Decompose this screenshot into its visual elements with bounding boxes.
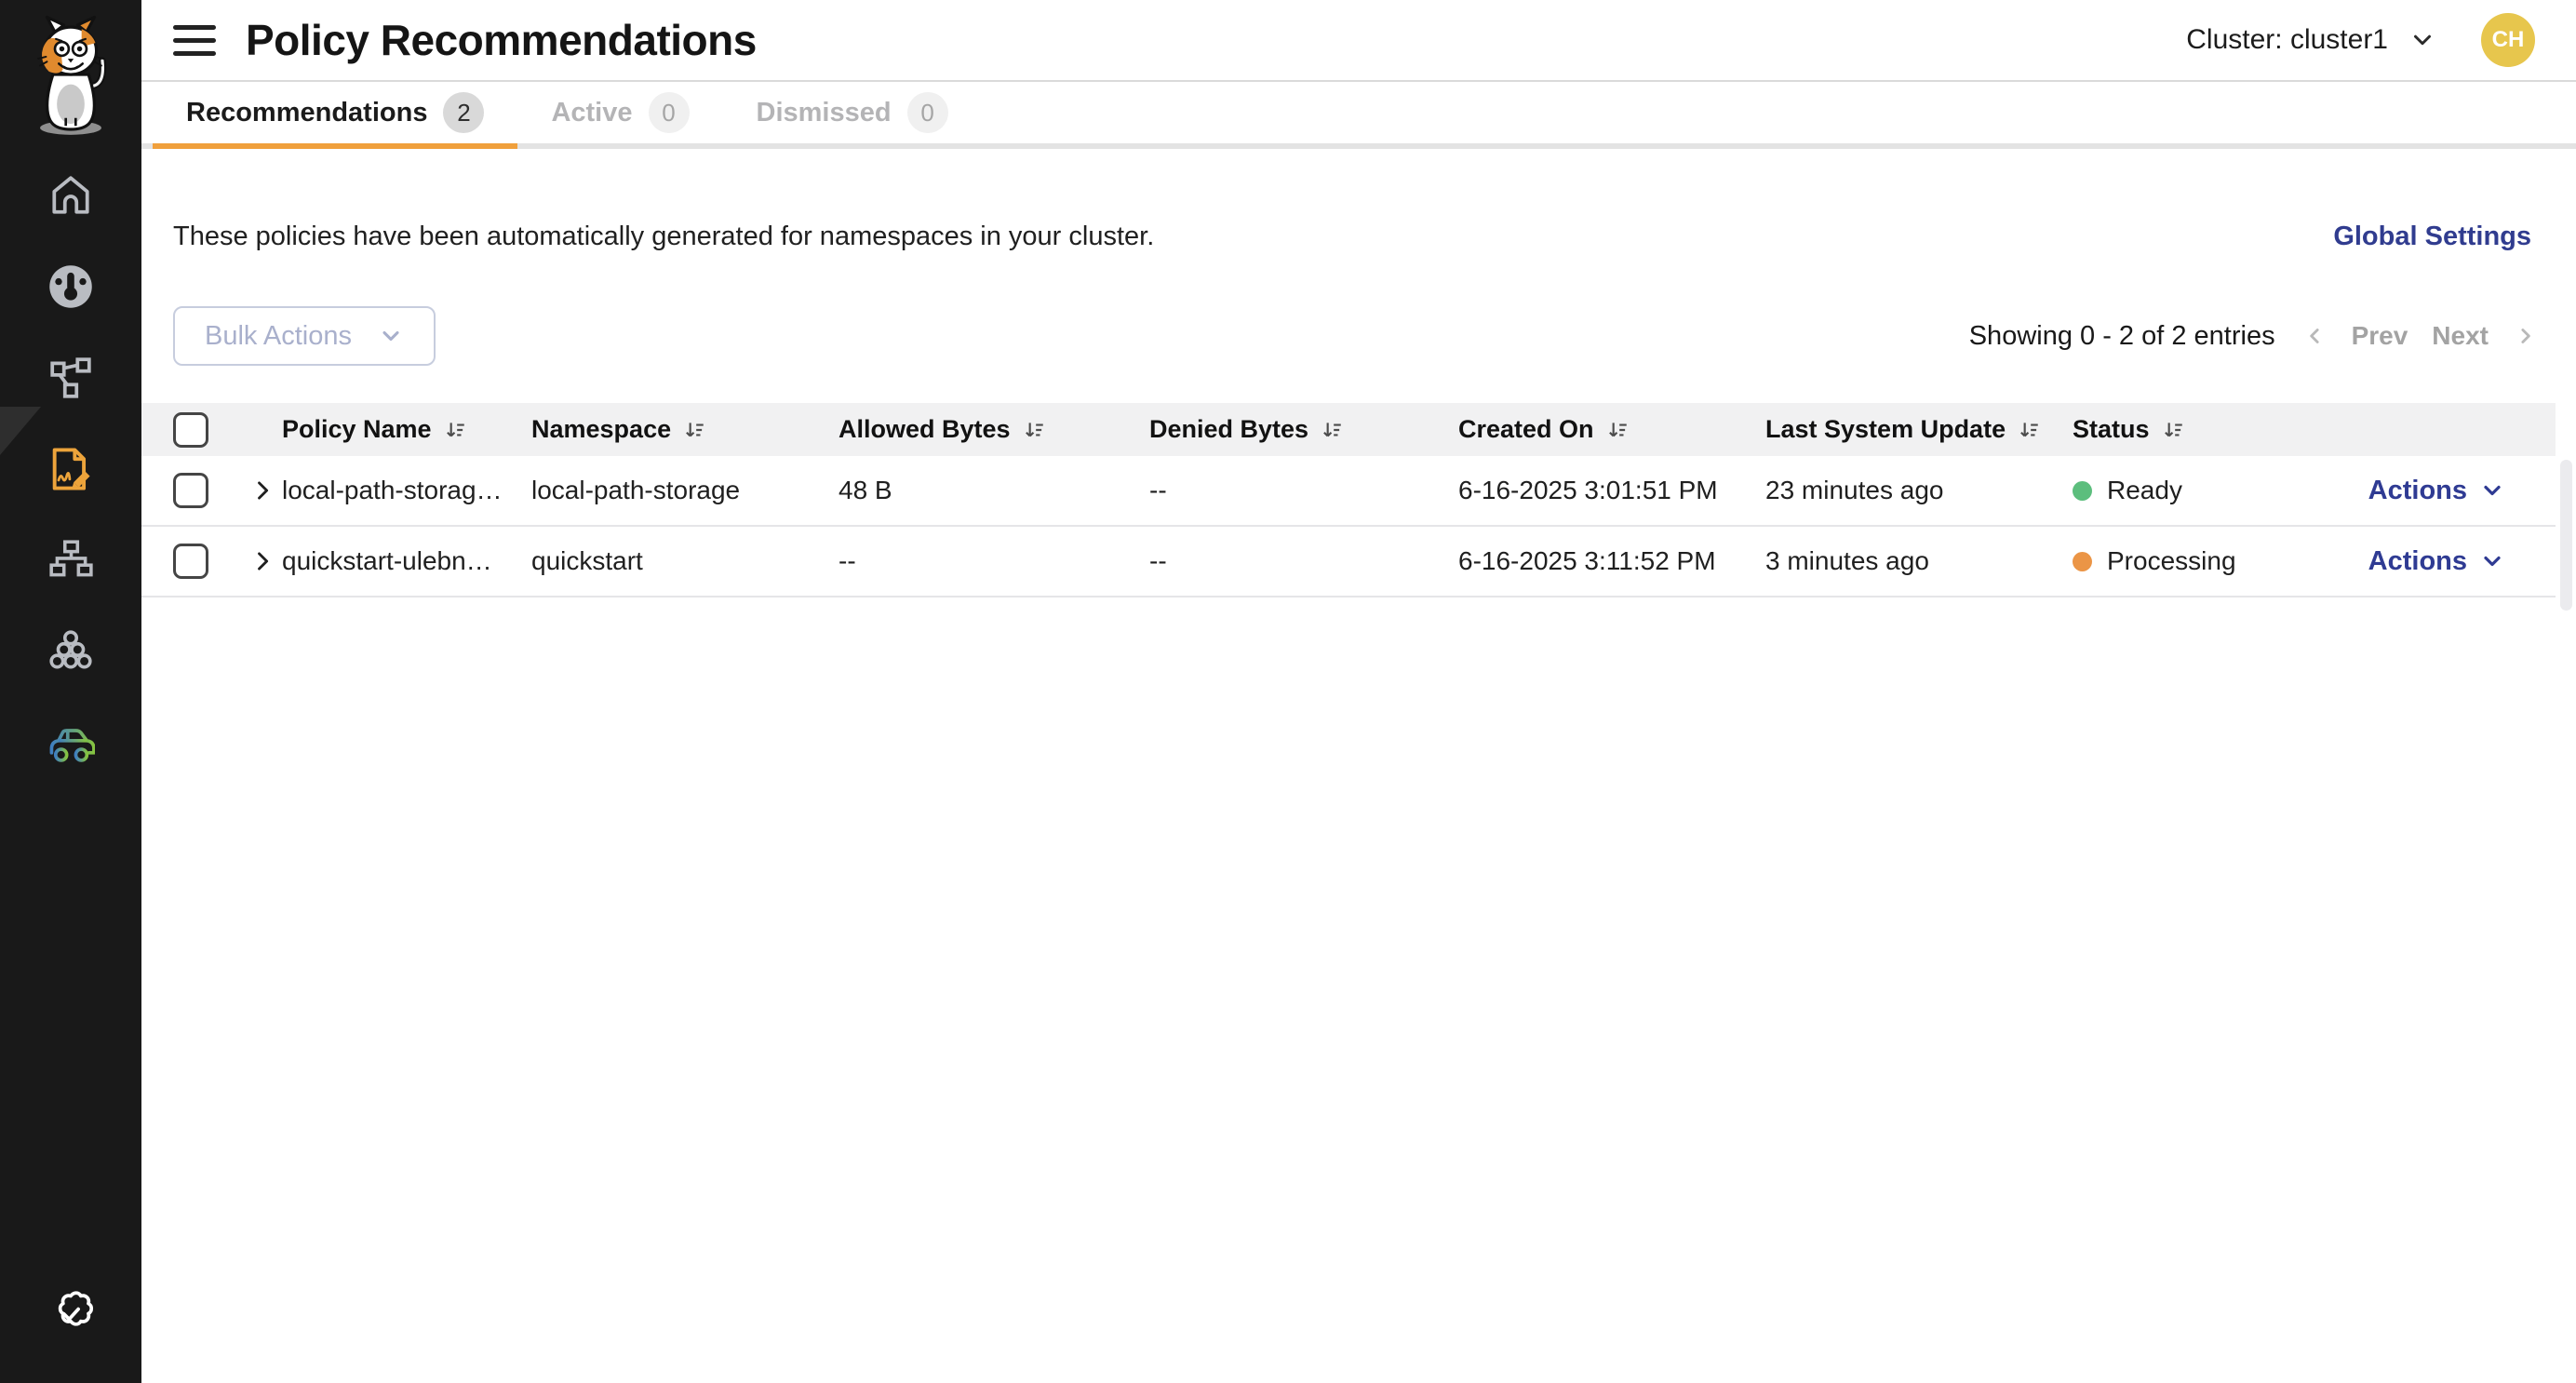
- page-title: Policy Recommendations: [246, 16, 757, 64]
- chevron-down-icon: [2479, 477, 2505, 504]
- bulk-actions-label: Bulk Actions: [205, 320, 352, 351]
- home-icon: [47, 172, 94, 219]
- cluster-circles-icon: [47, 628, 94, 675]
- column-header-namespace[interactable]: Namespace: [531, 415, 672, 443]
- cell-policy-name: local-path-storag…: [282, 476, 503, 504]
- tab-dismissed[interactable]: [723, 82, 982, 143]
- sidebar-item-workloads[interactable]: [47, 536, 95, 584]
- tab-count-badge: 0: [907, 92, 948, 133]
- cell-namespace: quickstart: [531, 546, 643, 575]
- table-row: [141, 527, 2556, 598]
- description-text: These policies have been automatically generated for namespaces in your cluster.: [173, 222, 1155, 251]
- cell-last-system-update: 23 minutes ago: [1765, 476, 1944, 504]
- sort-icon[interactable]: [1320, 418, 1344, 442]
- tab-recommendations[interactable]: [153, 82, 517, 143]
- pagination-next-button[interactable]: Next: [2432, 321, 2489, 350]
- app-logo[interactable]: [24, 7, 117, 140]
- actions-label: Actions: [2368, 475, 2467, 505]
- policies-table: [141, 403, 2556, 598]
- status-label: Processing: [2107, 546, 2236, 575]
- main-content: [141, 222, 2576, 598]
- actions-label: Actions: [2368, 545, 2467, 576]
- tabs-bar: [141, 82, 2576, 149]
- row-expand-button[interactable]: [242, 477, 282, 504]
- tab-label: Recommendations: [186, 97, 428, 128]
- column-header-policy-name[interactable]: Policy Name: [282, 415, 432, 443]
- table-header-row: [141, 403, 2556, 456]
- menu-toggle-button[interactable]: [173, 25, 216, 56]
- tab-label: Active: [551, 97, 633, 128]
- column-header-allowed-bytes[interactable]: Allowed Bytes: [839, 415, 1011, 443]
- cell-denied-bytes: --: [1149, 476, 1167, 504]
- cell-last-system-update: 3 minutes ago: [1765, 546, 1929, 575]
- tab-count-badge: 0: [649, 92, 690, 133]
- table-row: [141, 456, 2556, 527]
- chevron-down-icon: [2479, 548, 2505, 574]
- cell-namespace: local-path-storage: [531, 476, 741, 504]
- sidebar-nav: [47, 171, 95, 767]
- sort-icon[interactable]: [2161, 418, 2185, 442]
- tab-active[interactable]: [517, 82, 722, 143]
- policy-edit-icon: [47, 445, 95, 493]
- row-checkbox[interactable]: [173, 544, 208, 579]
- dashboard-gauge-icon: [47, 262, 95, 311]
- topbar: [141, 0, 2576, 82]
- row-actions-button[interactable]: [2277, 476, 2556, 506]
- tab-count-badge: 2: [443, 92, 484, 133]
- sort-icon[interactable]: [443, 418, 467, 442]
- cluster-selector[interactable]: [2186, 24, 2436, 56]
- chevron-down-icon: [378, 323, 404, 349]
- cat-mascot-icon: [24, 9, 117, 138]
- status-label: Ready: [2107, 476, 2182, 504]
- column-header-denied-bytes[interactable]: Denied Bytes: [1149, 415, 1309, 443]
- user-avatar[interactable]: CH: [2481, 13, 2535, 67]
- row-expand-button[interactable]: [242, 548, 282, 574]
- row-checkbox[interactable]: [173, 473, 208, 508]
- sidebar: [0, 0, 141, 1383]
- sort-icon[interactable]: [682, 418, 706, 442]
- global-settings-link[interactable]: Global Settings: [2333, 222, 2531, 251]
- tab-label: Dismissed: [756, 97, 892, 128]
- sort-icon[interactable]: [1605, 418, 1630, 442]
- pagination-prev-button[interactable]: Prev: [2351, 321, 2408, 350]
- pagination-summary: Showing 0 - 2 of 2 entries: [1968, 320, 2275, 351]
- sidebar-item-home[interactable]: [47, 171, 95, 220]
- sort-icon[interactable]: [2017, 418, 2041, 442]
- pagination-prev-icon[interactable]: [2303, 324, 2328, 348]
- cell-denied-bytes: --: [1149, 546, 1167, 575]
- chevron-right-icon: [249, 477, 275, 504]
- sidebar-item-verified[interactable]: [47, 1290, 95, 1338]
- cell-created-on: 6-16-2025 3:01:51 PM: [1458, 476, 1718, 504]
- chevron-right-icon: [249, 548, 275, 574]
- bulk-actions-button[interactable]: [173, 306, 436, 366]
- row-actions-button[interactable]: [2277, 546, 2556, 577]
- cell-allowed-bytes: --: [839, 546, 856, 575]
- verified-badge-icon: [47, 1290, 95, 1338]
- sidebar-item-cluster[interactable]: [47, 627, 95, 676]
- cell-allowed-bytes: 48 B: [839, 476, 892, 504]
- sidebar-item-network-graph[interactable]: [47, 354, 95, 402]
- sort-icon[interactable]: [1022, 418, 1046, 442]
- sidebar-item-dashboard[interactable]: [47, 262, 95, 311]
- status-dot: [2073, 552, 2092, 571]
- pagination: [1969, 321, 2537, 352]
- cell-created-on: 6-16-2025 3:11:52 PM: [1458, 546, 1716, 575]
- column-header-last-system-update[interactable]: Last System Update: [1765, 415, 2006, 443]
- cluster-selector-label: Cluster: cluster1: [2186, 24, 2388, 55]
- table-scrollbar[interactable]: [2560, 460, 2572, 611]
- sidebar-item-policy-recommendations[interactable]: [47, 445, 95, 493]
- cell-policy-name: quickstart-ulebn…: [282, 546, 492, 575]
- column-header-created-on[interactable]: Created On: [1458, 415, 1594, 443]
- pagination-next-icon[interactable]: [2513, 324, 2537, 348]
- sidebar-active-wedge: [0, 407, 41, 455]
- car-icon: [47, 718, 95, 768]
- select-all-checkbox[interactable]: [173, 412, 208, 448]
- status-dot: [2073, 481, 2092, 501]
- sidebar-item-runtime[interactable]: [47, 718, 95, 767]
- cell-status: [2073, 476, 2277, 505]
- column-header-status[interactable]: Status: [2073, 415, 2150, 443]
- chevron-down-icon: [2408, 26, 2436, 54]
- vector-nodes-icon: [47, 355, 94, 401]
- cell-status: [2073, 546, 2277, 576]
- sitemap-icon: [47, 537, 94, 584]
